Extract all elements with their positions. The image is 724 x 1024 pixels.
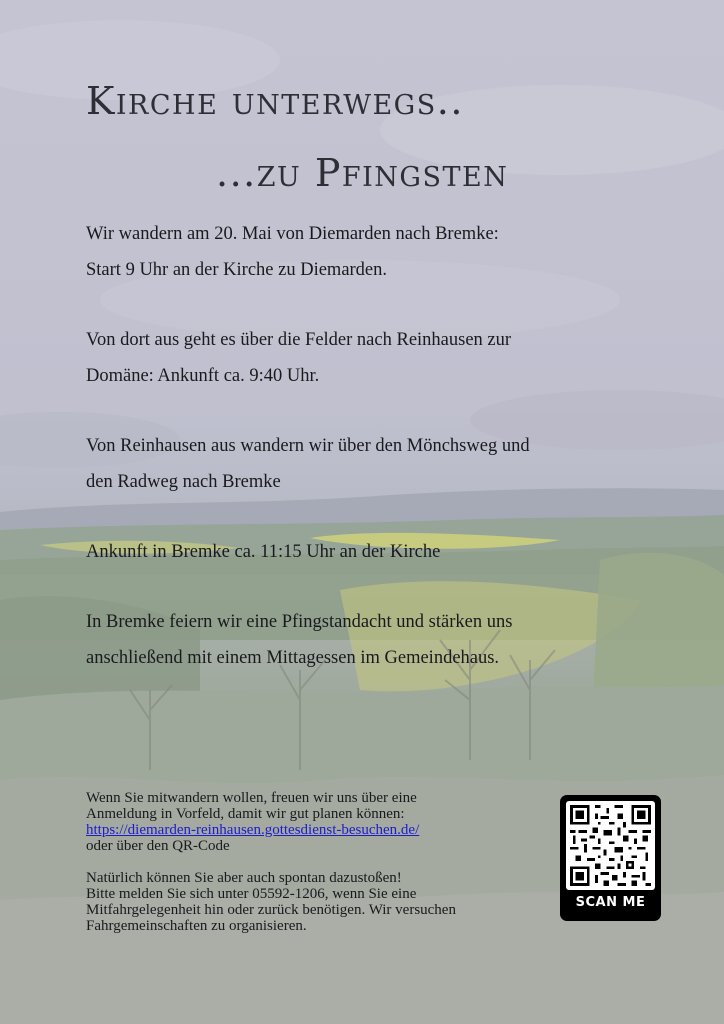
- registration-info: [86, 790, 556, 950]
- route-line-4: den Radweg nach Bremke: [86, 472, 281, 492]
- spontaneous-line-4: Fahrgemeinschaften zu organisieren.: [86, 918, 307, 934]
- paragraph-start: [86, 216, 646, 288]
- spontaneous-line-1: Natürlich können Sie aber auch spontan dazustoßen!: [86, 870, 402, 886]
- title-line-2: ...zu Pfingsten: [216, 151, 509, 195]
- registration-line-2: Anmeldung in Vorfeld, damit wir gut planen können:: [86, 806, 405, 822]
- celebration-line-2: anschließend mit einem Mittagessen im Gemeindehaus.: [86, 648, 500, 668]
- arrival-line: Ankunft in Bremke ca. 11:15 Uhr an der Kirche: [86, 542, 441, 562]
- start-line-1: Wir wandern am 20. Mai von Diemarden nach Bremke:: [86, 224, 499, 244]
- route-line-3: Von Reinhausen aus wandern wir über den Mönchsweg und: [86, 436, 530, 456]
- paragraph-celebration: [86, 604, 646, 676]
- paragraph-arrival: [86, 534, 646, 570]
- event-description: [86, 216, 646, 710]
- spontaneous-line-3: Mitfahrgelegenheit hin oder zurück benötigen. Wir versuchen: [86, 902, 456, 918]
- route-line-2: Domäne: Ankunft ca. 9:40 Uhr.: [86, 366, 320, 386]
- spontaneous-paragraph: [86, 870, 556, 934]
- route-line-1: Von dort aus geht es über die Felder nach Reinhausen zur: [86, 330, 512, 350]
- title-line-1: Kirche unterwegs..: [86, 79, 464, 123]
- registration-link[interactable]: https://diemarden-reinhausen.gottesdienst-besuchen.de/: [86, 822, 420, 838]
- qr-code-icon: [570, 805, 651, 886]
- registration-line-1: Wenn Sie mitwandern wollen, freuen wir uns über eine: [86, 790, 417, 806]
- paragraph-reinhausen: [86, 322, 646, 394]
- qr-code-badge[interactable]: [560, 795, 661, 921]
- start-line-2: Start 9 Uhr an der Kirche zu Diemarden.: [86, 260, 388, 280]
- registration-paragraph: [86, 790, 556, 854]
- spontaneous-line-2: Bitte melden Sie sich unter 05592-1206, wenn Sie eine: [86, 886, 417, 902]
- qr-code-frame: [566, 801, 655, 890]
- scan-me-label: SCAN ME: [575, 895, 646, 910]
- registration-line-3: oder über den QR-Code: [86, 838, 230, 854]
- paragraph-moenchsweg: [86, 428, 646, 500]
- celebration-line-1: In Bremke feiern wir eine Pfingstandacht und stärken uns: [86, 612, 513, 632]
